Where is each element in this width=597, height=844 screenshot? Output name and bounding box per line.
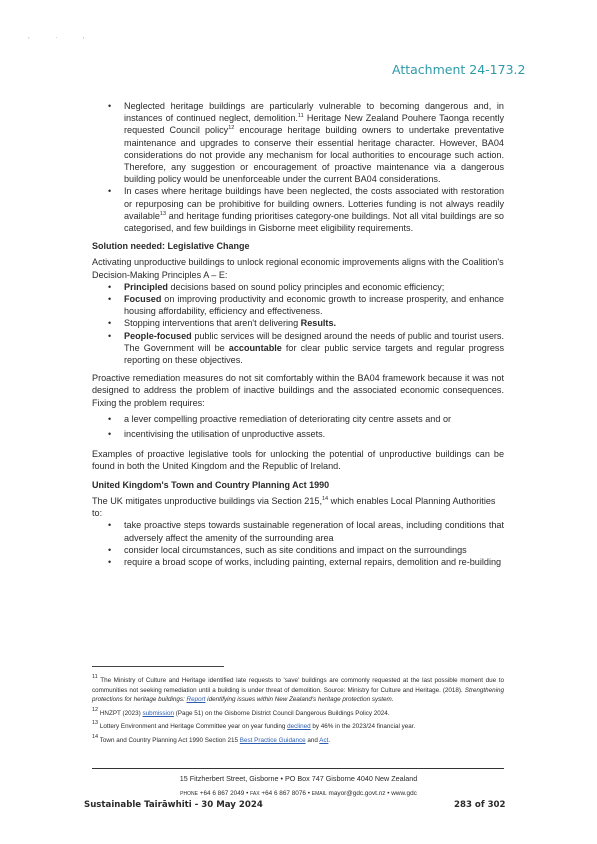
footnote: $^{14}$ Town and Country Planning Act 1990 Section 215 Best Practice Guidance and Act. <box>92 733 331 744</box>
footnote-divider <box>92 666 224 667</box>
section-heading-uk-act: United Kingdom's Town and Country Planning Act 1990 <box>92 479 330 490</box>
heritage-bullets <box>92 100 504 234</box>
footer-address: 15 Fitzherbert Street, Gisborne • PO Box 747 Gisborne 4040 New Zealand <box>179 774 418 783</box>
paragraph: Activating unproductive buildings to unlock regional economic improvements aligns with the Coalition's Decision-Making Principles A – E: <box>92 257 504 280</box>
act-link[interactable]: Act <box>319 736 329 744</box>
paragraph: The UK mitigates unproductive buildings via Section 215,14 which enables Local Planning Authorities to: <box>92 495 496 519</box>
attachment-label: Attachment 24-173.2 <box>392 62 526 77</box>
list-item: • consider local circumstances, such as site conditions and impact on the surroundings <box>92 544 504 556</box>
best-practice-link[interactable]: Best Practice Guidance <box>239 736 306 744</box>
list-item: • Principled decisions based on sound policy principles and economic efficiency; <box>108 281 504 293</box>
footnote-ref[interactable]: 13 <box>159 210 167 217</box>
footnotes <box>92 676 504 749</box>
footnote-ref[interactable]: 14 <box>322 495 329 502</box>
footnote: $^{12}$ HNZPT (2023) submission (Page 51) on the Gisborne District Council Dangerous Buildings Policy 2024. <box>92 706 390 717</box>
uk-powers-list <box>92 519 504 568</box>
document-title: Sustainable Tairāwhiti - 30 May 2024 <box>84 800 263 810</box>
list-item: • People-focused public services will be designed around the needs of public and tourist users. The Government will be accountable for clear public service targets and regular progress reporting on these objectives. <box>108 330 504 367</box>
footnote: $^{13}$ Lottery Environment and Heritage Committee year on year funding declined by 46% in the 2023/24 financial year. <box>92 720 416 730</box>
list-item: • In cases where heritage buildings have been neglected, the costs associated with restoration or repurposing can be prohibitive for building owners. Lotteries funding is not always readily available$^{13}$ and heritage funding prioritises category-one buildings. Not all vital buildings are so categorised, and few buildings in Gisborne meet eligibility requirements. <box>92 185 504 234</box>
report-link[interactable]: Report <box>186 696 206 703</box>
footnote-ref[interactable]: 12 <box>228 125 235 132</box>
principles-list <box>92 281 504 366</box>
section-heading-solution: Solution needed: Legislative Change <box>92 241 250 252</box>
page-number: 283 of 302 <box>454 800 506 810</box>
main-content <box>92 100 504 568</box>
list-item: • Stopping interventions that aren't delivering Results. <box>108 317 504 329</box>
list-item: • Neglected heritage buildings are particularly vulnerable to becoming dangerous and, in instances of continued neglect, demolition.$^{11}$ Heritage New Zealand Pouhere Taonga recently requested Council policy$^{12}$ encourage heritage building owners to undertake preventative maintenance and upgrades to conserve their essential heritage character. However, BA04 considerations do not provide any mechanism for local authorities to encourage such action. Therefore, any suggestion or encouragement of proactive maintenance via a dangerous building policy would be unenforceable under the current BA04 considerations. <box>92 100 504 185</box>
footer-divider <box>92 768 504 769</box>
list-item: • require a broad scope of works, including painting, external repairs, demolition and re-building <box>92 556 504 568</box>
footnote: $^{11}$ The Ministry of Culture and Heritage identified late requests to 'save' buildings are commonly requested at the last possible moment due to communities not seeking remediation until a building is under threat of demolition. Source: Ministry for Culture and Heritage. (2018). Strengthening protections for heritage buildings: Report identifying issues within New Zealand's heritage protection system. <box>92 674 504 703</box>
requires-list <box>92 413 504 440</box>
list-item: • take proactive steps towards sustainable regeneration of local areas, including conditions that adversely affect the amenity of the surrounding area <box>92 519 504 543</box>
paragraph: Proactive remediation measures do not sit comfortably within the BA04 framework because it was not designed to address the problem of inactive buildings and the associated economic consequences. Fixing the problem requires: <box>92 373 504 408</box>
list-item: • a lever compelling proactive remediation of deteriorating city centre assets and or <box>92 413 504 425</box>
paragraph: Examples of proactive legislative tools for unlocking the potential of unproductive buildings can be found in both the United Kingdom and the Republic of Ireland. <box>92 449 504 472</box>
submission-link[interactable]: submission <box>142 709 174 717</box>
footnote-ref[interactable]: 11 <box>297 113 304 120</box>
list-item: • incentivising the utilisation of unproductive assets. <box>92 428 504 440</box>
footer-contact: PHONE +64 6 867 2049 • FAX +64 6 867 8076 • EMAIL mayor@gdc.govt.nz • www.gdc <box>180 790 417 797</box>
list-item: • Focused on improving productivity and economic growth to increase prosperity, and enhance housing affordability, efficiency and effectiveness. <box>108 293 504 317</box>
declined-link[interactable]: declined <box>287 723 311 730</box>
scan-marks: , . , <box>28 34 97 40</box>
